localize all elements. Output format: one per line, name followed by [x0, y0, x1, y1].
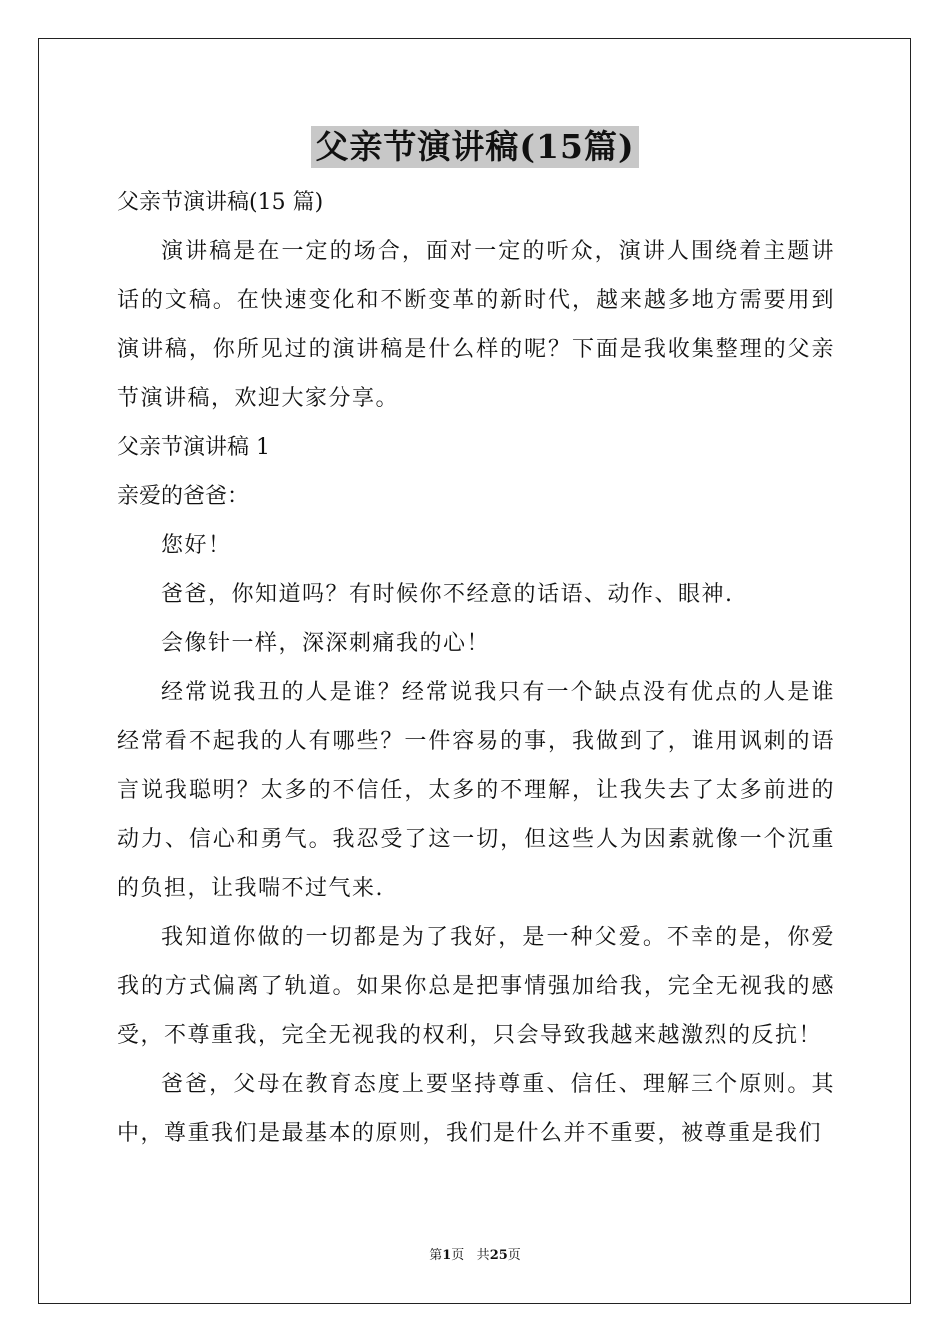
page-number: 1 [442, 1248, 452, 1263]
footer-total-prefix: 共 [476, 1248, 490, 1263]
body-paragraph: 爸爸，父母在教育态度上要坚持尊重、信任、理解三个原则。其中，尊重我们是最基本的原则，我们是什么并不重要，被尊重是我们 [117, 1072, 835, 1146]
body-paragraph: 经常说我丑的人是谁？经常说我只有一个缺点没有优点的人是谁经常看不起我的人有哪些？一件容易的事，我做到了，谁用讽刺的语言说我聪明？太多的不信任，太多的不理解，让我失去了太多前进的动力、信心和勇气。我忍受了这一切，但这些人为因素就像一个沉重的负担，让我喘不过气来. [117, 680, 835, 901]
footer-page-suffix: 页 [451, 1248, 465, 1263]
page-footer [0, 1246, 950, 1266]
section-heading: 父亲节演讲稿 1 [117, 435, 270, 460]
document-body [117, 178, 835, 1158]
intro-paragraph: 演讲稿是在一定的场合，面对一定的听众，演讲人围绕着主题讲话的文稿。在快速变化和不断变革的新时代，越来越多地方需要用到演讲稿，你所见过的演讲稿是什么样的呢？下面是我收集整理的父亲节演讲稿，欢迎大家分享。 [117, 239, 835, 411]
footer-prefix: 第 [429, 1248, 443, 1263]
body-paragraph: 您好！ [161, 533, 232, 558]
body-paragraph: 我知道你做的一切都是为了我好，是一种父爱。不幸的是，你爱我的方式偏离了轨道。如果你总是把事情强加给我，完全无视我的感受，不尊重我，完全无视我的权利，只会导致我越来越激烈的反抗！ [117, 925, 835, 1048]
body-paragraph: 爸爸，你知道吗？有时候你不经意的话语、动作、眼神. [161, 582, 734, 607]
salutation: 亲爱的爸爸： [117, 484, 250, 509]
footer-total-suffix: 页 [507, 1248, 521, 1263]
document-title: 父亲节演讲稿(15篇) [311, 126, 638, 168]
document-subtitle: 父亲节演讲稿(15 篇) [117, 190, 324, 215]
title-container [0, 126, 950, 168]
body-paragraph: 会像针一样，深深刺痛我的心！ [161, 631, 491, 656]
total-pages: 25 [489, 1248, 508, 1263]
